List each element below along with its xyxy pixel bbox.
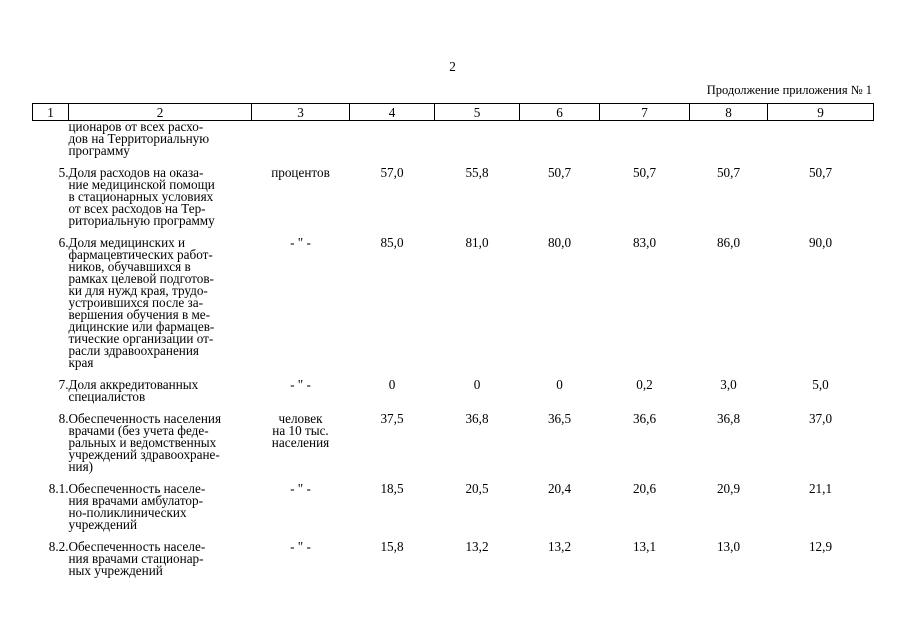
value-cell: 85,0 [380,235,404,250]
row-number: 8.1. [48,481,69,496]
table-row [33,531,874,577]
indicator-name-line: ников, обучавшихся в [68,259,191,274]
unit-of-measure [252,531,350,577]
unit-line: - " - [290,481,311,496]
table-row [33,403,874,473]
value-cell: 86,0 [716,235,741,250]
indicator-name [69,157,252,227]
value-cell: 0 [388,377,396,392]
value-cell: 20,6 [632,481,657,496]
indicator-name-line: учреждений здравоохране- [68,447,220,462]
indicator-name-line: учреждений [68,517,138,532]
value-cell: 13,1 [632,539,657,554]
value-cell: 50,7 [547,165,572,180]
value-cell: 15,8 [380,539,404,554]
indicator-name-line: Обеспеченность населе- [68,481,206,496]
indicator-name-line: расли здравоохранения [68,343,199,358]
table-row [33,473,874,531]
column-header: 7 [600,104,690,121]
value-cell: 50,7 [632,165,657,180]
column-header: 4 [350,104,435,121]
value-cell: 20,5 [465,481,489,496]
row-number: 8.2. [48,539,69,554]
indicator-name-line: ния врачами стационар- [68,551,204,566]
value-cell: 18,5 [380,481,404,496]
value-cell [435,121,520,158]
row-number: 8. [58,411,69,426]
indicator-name-line: от всех расходов на Тер- [68,201,206,216]
column-header: 8 [690,104,768,121]
indicator-name-line: ки для нужд края, трудо- [68,283,208,298]
column-header: 5 [435,104,520,121]
indicator-name [69,121,252,158]
unit-line: человек [278,411,323,426]
value-cell: 57,0 [380,165,404,180]
column-header: 6 [520,104,600,121]
indicator-name-line: риториальную программу [68,213,215,228]
value-cell [768,121,874,158]
value-cell: 50,7 [716,165,741,180]
indicator-name-line: Доля медицинских и [68,235,186,250]
unit-of-measure [252,403,350,473]
indicator-name-line: врачами (без учета феде- [68,423,209,438]
indicator-name-line: ние медицинской помощи [68,177,215,192]
value-cell: 90,0 [808,235,833,250]
value-cell [600,121,690,158]
unit-line: процентов [271,165,330,180]
unit-line: - " - [290,539,311,554]
unit-of-measure [252,121,350,158]
indicator-name-line: Обеспеченность населения [68,411,222,426]
value-cell: 36,8 [465,411,489,426]
value-cell: 0,2 [636,377,653,392]
unit-line: - " - [290,235,311,250]
table-body [33,121,874,578]
value-cell: 0 [473,377,481,392]
unit-line: на 10 тыс. [272,423,329,438]
indicator-name-line: ных учреждений [68,563,163,578]
indicator-name-line: в стационарных условиях [68,189,214,204]
value-cell: 13,2 [547,539,572,554]
indicator-name-line: рамках целевой подготов- [68,271,214,286]
unit-of-measure [252,157,350,227]
table-row [33,157,874,227]
value-cell: 81,0 [465,235,489,250]
indicator-name-line: ционаров от всех расхо- [68,119,204,134]
value-cell: 36,6 [632,411,657,426]
row-number [33,121,69,158]
value-cell: 12,9 [808,539,833,554]
indicator-name-line: ния) [68,459,94,474]
value-cell: 50,7 [808,165,833,180]
row-number: 5. [58,165,69,180]
appendix-continuation-note: Продолжение приложения № 1 [706,83,872,97]
value-cell: 80,0 [547,235,572,250]
column-header: 9 [768,104,874,121]
indicators-table [32,103,874,577]
value-cell [690,121,768,158]
indicator-name-line: дов на Территориальную [68,131,210,146]
value-cell: 13,0 [716,539,741,554]
value-cell: 37,5 [380,411,404,426]
indicator-name-line: Доля расходов на оказа- [68,165,204,180]
page-number: 2 [449,59,456,74]
unit-line: населения [271,435,330,450]
value-cell: 13,2 [465,539,489,554]
column-header: 3 [252,104,350,121]
indicator-name-line: ния врачами амбулатор- [68,493,203,508]
unit-of-measure [252,369,350,403]
value-cell: 5,0 [812,377,829,392]
value-cell [520,121,600,158]
indicator-name [69,531,252,577]
table-row [33,121,874,158]
value-cell: 36,5 [547,411,572,426]
value-cell: 20,4 [547,481,572,496]
unit-line: - " - [290,377,311,392]
indicator-name-line: дицинские или фармацев- [68,319,215,334]
indicator-name-line: тические организации от- [68,331,214,346]
indicator-name [69,403,252,473]
indicator-name-line: Доля аккредитованных [68,377,199,392]
value-cell: 21,1 [808,481,833,496]
value-cell: 55,8 [465,165,489,180]
indicator-name-line: фармацевтических работ- [68,247,213,262]
indicator-name-line: вершения обучения в ме- [68,307,211,322]
value-cell [350,121,435,158]
table-row [33,227,874,369]
indicator-name-line: специалистов [68,389,146,404]
unit-of-measure [252,473,350,531]
row-number: 6. [58,235,69,250]
table-row [33,369,874,403]
table-header-row [33,104,874,121]
value-cell: 0 [556,377,563,392]
indicator-name [69,369,252,403]
indicator-name-line: Обеспеченность населе- [68,539,206,554]
unit-of-measure [252,227,350,369]
value-cell: 3,0 [720,377,737,392]
value-cell: 20,9 [716,481,741,496]
indicator-name [69,227,252,369]
indicator-name-line: края [68,355,94,370]
column-header: 1 [33,104,69,121]
indicator-name-line: устроившихся после за- [68,295,204,310]
indicator-name-line: ральных и ведомственных [68,435,217,450]
value-cell: 37,0 [808,411,833,426]
indicator-name [69,473,252,531]
column-header: 2 [69,104,252,121]
value-cell: 83,0 [632,235,657,250]
indicator-name-line: но-поликлинических [68,505,187,520]
indicator-name-line: программу [68,143,130,158]
value-cell: 36,8 [716,411,741,426]
row-number: 7. [58,377,69,392]
